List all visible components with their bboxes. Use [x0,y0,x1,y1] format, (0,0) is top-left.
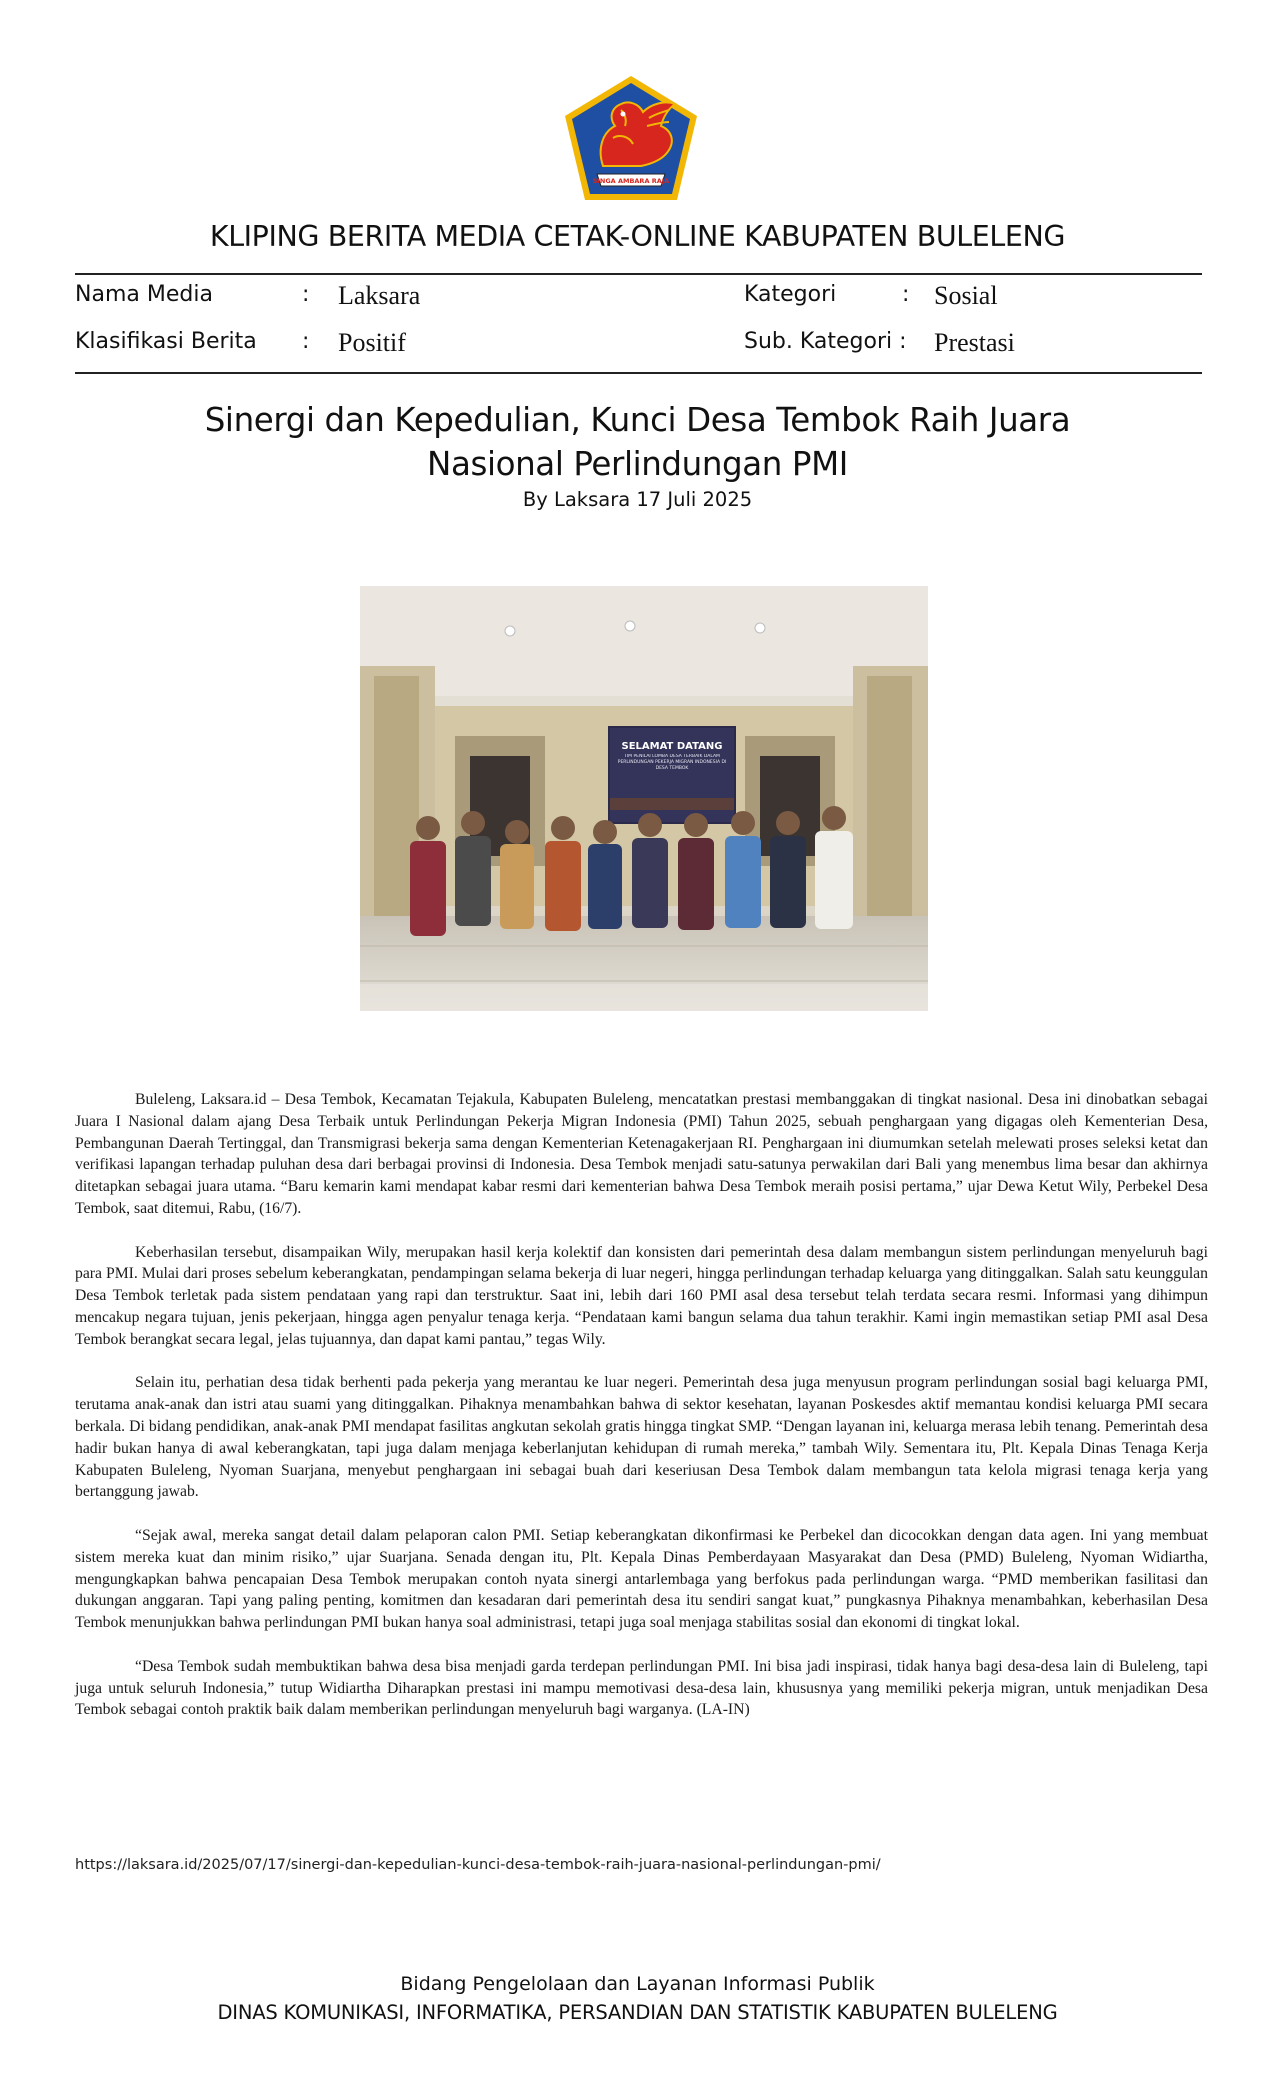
klasifikasi-colon: : [302,329,310,354]
kategori-value: Sosial [934,281,998,310]
article-photo [360,586,928,1011]
footer-agency: DINAS KOMUNIKASI, INFORMATIKA, PERSANDIAN DAN STATISTIK KABUPATEN BULELENG [217,2001,1058,2024]
logo-motto: SINGA AMBARA RAJA [592,177,670,185]
headline-line-2: Nasional Perlindungan PMI [427,445,848,483]
buleleng-crest-logo [563,74,699,202]
klasifikasi-value: Positif [338,328,406,357]
article-headline [100,398,1175,486]
header-divider-bottom [75,372,1202,374]
article-paragraph: Buleleng, Laksara.id – Desa Tembok, Kecamatan Tejakula, Kabupaten Buleleng, mencatatkan prestasi membanggakan di tingkat nasional. Desa ini dinobatkan sebagai Juara I Nasional dalam ajang Desa Terbaik untuk Perlindungan Pekerja Migran Indonesia (PMI) Tahun 2025, sebuah penghargaan yang digagas oleh Kementerian Desa, Pembangunan Daerah Tertinggal, dan Transmigrasi bekerja sama dengan Kementerian Ketenagakerjaan RI. Penghargaan ini diumumkan setelah melewati proses seleksi ketat dan verifikasi lapangan terhadap puluhan desa dari berbagai provinsi di Indonesia. Desa Tembok menjadi satu-satunya perwakilan dari Bali yang menembus lima besar dan akhirnya ditetapkan sebagai juara utama. “Baru kemarin kami mendapat kabar resmi dari kementerian bahwa Desa Tembok meraih posisi pertama,” ujar Dewa Ketut Wily, Perbekel Desa Tembok, saat ditemui, Rabu, (16/7). [75,1091,1208,1217]
article-body [75,1089,1208,1743]
sub-kategori-label: Sub. Kategori : [744,329,907,354]
article-paragraph: “Sejak awal, mereka sangat detail dalam pelaporan calon PMI. Setiap keberangkatan dikonfirmasi ke Perbekel dan dicocokkan dengan data agen. Ini yang membuat sistem mereka kuat dan minim risiko,” ujar Suarjana. Senada dengan itu, Plt. Kepala Dinas Pemberdayaan Masyarakat dan Desa (PMD) Buleleng, Nyoman Widiartha, mengungkapkan bahwa pencapaian Desa Tembok merupakan contoh nyata sinergi antarlembaga yang berfokus pada perlindungan warga. “PMD memberikan fasilitasi dan dukungan anggaran. Tapi yang paling penting, komitmen dan kesadaran dari pemerintah desa itu sendiri sangat kuat,” pungkasnya Pihaknya menambahkan, keberhasilan Desa Tembok menunjukkan bahwa perlindungan PMI bukan hanya soal administrasi, tetapi juga soal menjaga stabilitas sosial dan ekonomi di tingkat lokal. [75,1526,1208,1632]
nama-media-label: Nama Media [75,282,213,307]
article-byline: By Laksara 17 Juli 2025 [522,488,753,511]
source-link[interactable]: https://laksara.id/2025/07/17/sinergi-dan-kepedulian-kunci-desa-tembok-raih-juara-nasional-perlindungan-pmi/ [75,1857,881,1873]
header-divider-top [75,273,1202,275]
article-paragraph: “Desa Tembok sudah membuktikan bahwa desa bisa menjadi garda terdepan perlindungan PMI. Ini bisa jadi inspirasi, tidak hanya bagi desa-desa lain di Buleleng, tapi juga untuk seluruh Indonesia,” tutup Widiartha Diharapkan prestasi ini mampu memotivasi desa-desa lain, khususnya yang memiliki pekerja migran, untuk menjadikan Desa Tembok sebagai contoh praktik baik dalam memberikan perlindungan menyeluruh bagi warganya. (LA-IN) [75,1657,1208,1719]
nama-media-colon: : [302,282,310,307]
headline-line-1: Sinergi dan Kepedulian, Kunci Desa Tembok Raih Juara [204,401,1071,439]
kategori-label: Kategori [744,282,837,307]
kategori-colon: : [902,282,910,307]
footer-division: Bidang Pengelolaan dan Layanan Informasi Publik [400,1973,875,1995]
banner-subtitle: TIM PENILAI LOMBA DESA TERBAIK DALAM PERLINDUNGAN PEKERJA MIGRAN INDONESIA DI DESA TEMBOK [617,754,727,771]
article-paragraph: Selain itu, perhatian desa tidak berhenti pada pekerja yang merantau ke luar negeri. Pemerintah desa juga menyusun program perlindungan sosial bagi keluarga PMI, terutama anak-anak dan istri atau suami yang ditinggalkan. Pihaknya menambahkan bahwa di sektor kesehatan, layanan Poskesdes aktif memantau kondisi keluarga PMI secara berkala. Di bidang pendidikan, anak-anak PMI mendapat fasilitas angkutan sekolah gratis hingga tingkat SMP. “Dengan layanan ini, keluarga merasa lebih tenang. Pemerintah desa hadir bukan hanya di awal keberangkatan, tapi juga dalam menjaga keberlanjutan kehidupan di rumah mereka,” tambah Wily. Sementara itu, Plt. Kepala Dinas Tenaga Kerja Kabupaten Buleleng, Nyoman Suarjana, menyebut penghargaan ini sebagai buah dari keseriusan Desa Tembok dalam membangun tata kelola migrasi tenaga kerja yang bertanggung jawab. [75,1374,1208,1501]
klasifikasi-label: Klasifikasi Berita [75,329,257,354]
kliping-title: KLIPING BERITA MEDIA CETAK-ONLINE KABUPATEN BULELENG [209,220,1066,253]
sub-kategori-value: Prestasi [934,328,1015,357]
article-paragraph: Keberhasilan tersebut, disampaikan Wily, merupakan hasil kerja kolektif dan konsisten dari pemerintah desa dalam membangun sistem perlindungan menyeluruh bagi para PMI. Mulai dari proses sebelum keberangkatan, pendampingan selama bekerja di luar negeri, hingga perlindungan terhadap keluarga yang ditinggalkan. Salah satu keunggulan Desa Tembok terletak pada sistem pendataan yang rapi dan terstruktur. Saat ini, lebih dari 160 PMI asal desa tersebut telah terdata secara resmi. Informasi yang dihimpun mencakup negara tujuan, jenis pekerjaan, hingga agen penyalur tenaga kerja. “Pendataan kami bangun selama dua tahun terakhir. Kami ingin memastikan setiap PMI asal Desa Tembok berangkat secara legal, jelas tujuannya, dan dapat kami pantau,” tegas Wily. [75,1243,1208,1348]
nama-media-value: Laksara [338,281,421,310]
banner-title: SELAMAT DATANG [621,741,723,752]
